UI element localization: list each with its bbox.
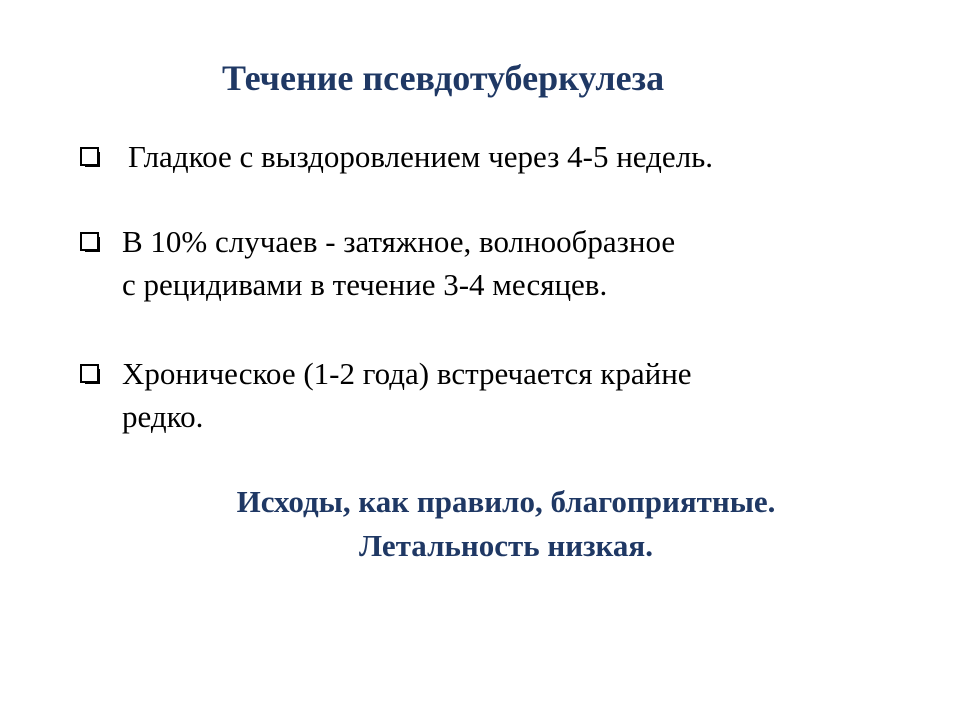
bullet-line: редко. (122, 399, 204, 434)
square-box-icon (78, 352, 108, 395)
bullet-line: Хроническое (1-2 года) встречается крайне (122, 356, 692, 391)
bullet-text (122, 220, 675, 306)
conclusion-outcomes: Исходы, как правило, благоприятные. (236, 484, 776, 519)
square-box-icon (78, 135, 108, 178)
slide-title: Течение псевдотуберкулеза (221, 58, 665, 98)
conclusion-mortality: Летальность низкая. (359, 528, 653, 563)
square-box-icon (78, 220, 108, 263)
bullet-line: В 10% случаев - затяжное, волнообразное (122, 224, 676, 259)
bullet-text (128, 135, 713, 178)
bullet-line: Гладкое с выздоровлением через 4-5 недель. (128, 139, 714, 174)
bullet-text (122, 352, 692, 438)
bullet-line: с рецидивами в течение 3-4 месяцев. (122, 267, 608, 302)
